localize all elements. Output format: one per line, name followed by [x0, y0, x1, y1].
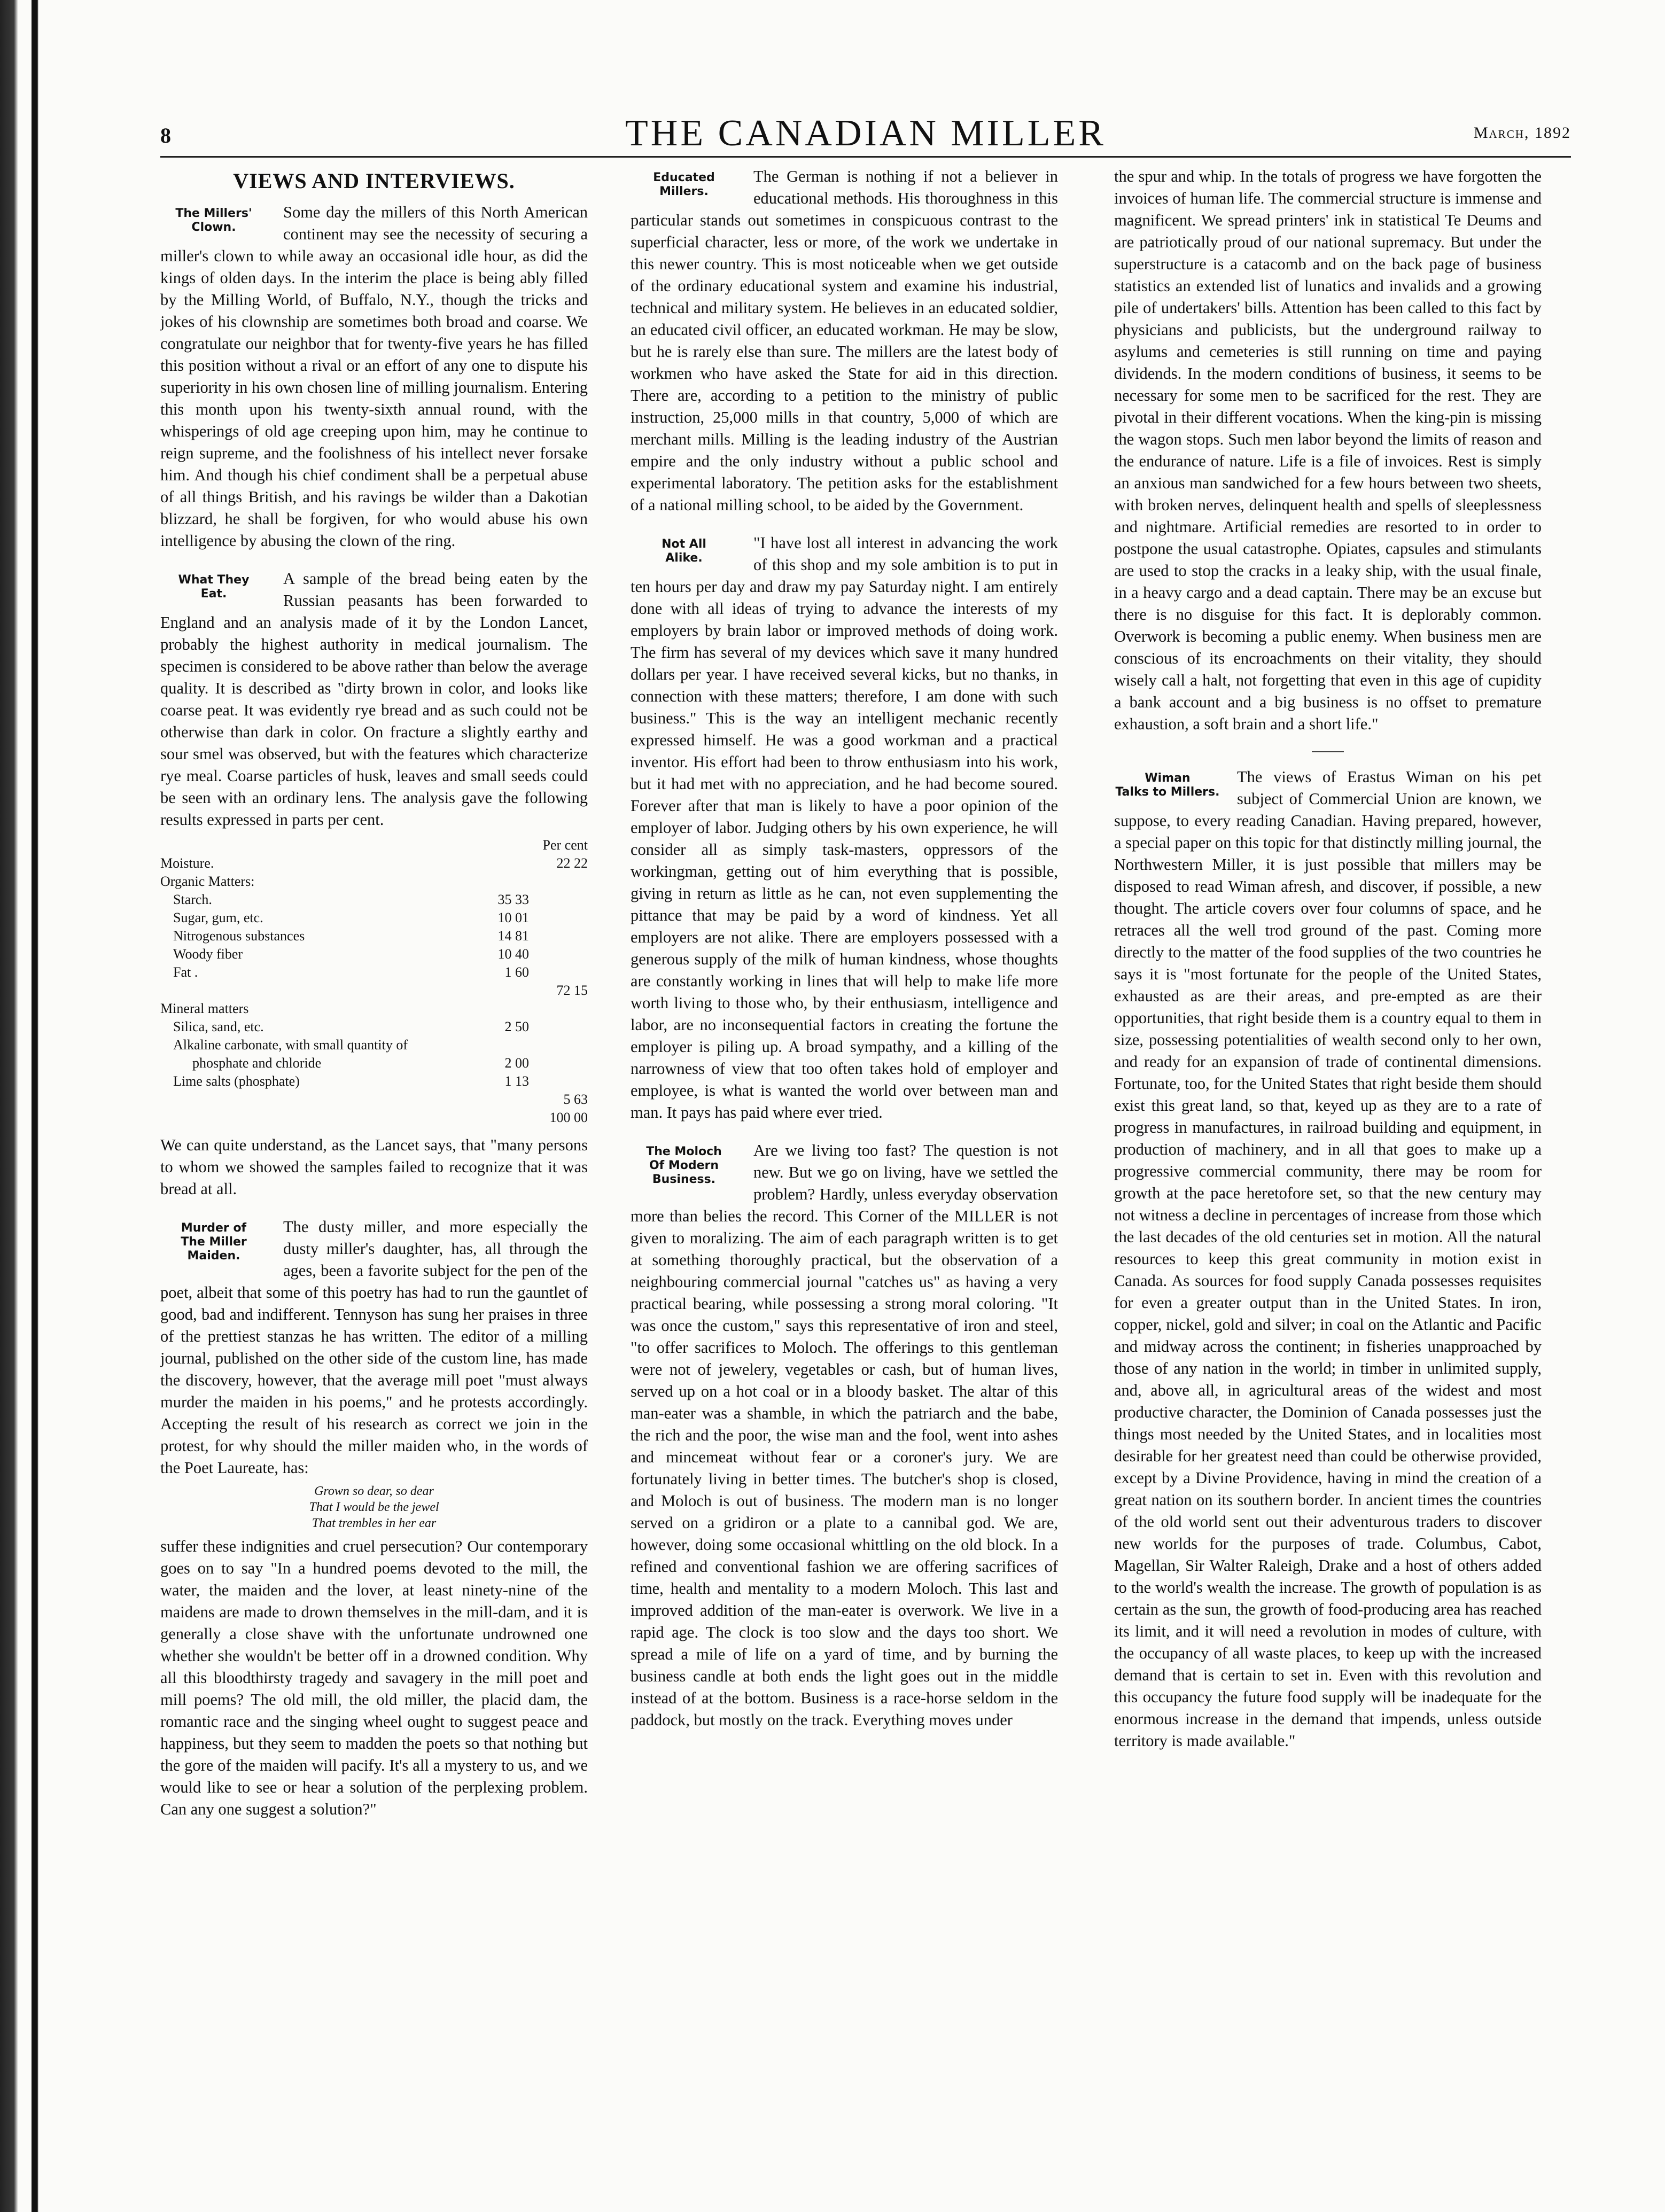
- table-row: [160, 963, 588, 982]
- side-heading: What They Eat.: [178, 573, 250, 601]
- article-murder-of-miller-maiden: [160, 1216, 588, 1820]
- table-row: [160, 1036, 588, 1054]
- table-row: [160, 873, 588, 891]
- side-heading: The Moloch Of Modern Business.: [646, 1145, 722, 1186]
- table-row: [160, 927, 588, 945]
- poem-quote: Grown so dear, so dear That I would be the jewel That trembles in her ear: [309, 1484, 439, 1530]
- side-heading: Wiman Talks to Millers.: [1115, 772, 1220, 799]
- row-label: Sugar, gum, etc.: [173, 910, 263, 925]
- row-label: phosphate and chloride: [192, 1055, 322, 1071]
- row-label: Moisture.: [160, 855, 214, 871]
- row-value: [465, 1109, 529, 1127]
- table-row: [160, 891, 588, 909]
- row-value: [465, 1000, 529, 1018]
- row-label: Nitrogenous substances: [173, 928, 305, 944]
- table-header-per-cent: Per cent: [542, 837, 588, 853]
- side-heading: The Millers' Clown.: [175, 207, 252, 234]
- row-total: 72 15: [556, 983, 588, 998]
- article-body: The dusty miller, and more especially the dusty miller's daughter, has, all through the ages, been a favorite subject for the pen of the poet, albeit that some of this poetry has had to run the gauntlet of good, bad and indifferent. Tennyson has sung her praises in three of the prettiest stanzas he has written. The editor of a milling journal, published on the other side of the custom line, has made the discovery, however, that the average mill poet "must always murder the maiden in his poems," and he protests accordingly. Accepting the result of his research as correct we join in the protest, for why should the miller maiden who, in the words of the Poet Laureate, has:: [160, 1218, 588, 1477]
- article-body: The views of Erastus Wiman on his pet subject of Commercial Union are known, we suppose, to every reading Canadian. Having prepared, however, a special paper on this topic for that distinctly milling journal, the Northwestern Miller, it is just possible that millers may be disposed to read Wiman afresh, and discover, if possible, a new thought. The article covers over four columns of space, and he retraces all the well trod ground of the past. Coming more directly to the matter of the food supplies of the two countries he says it is "most fortunate for the people of the United States, exhausted as are their areas, and pre-empted as are their opportunities, that right beside them is a country equal to them in size, possessing potentialities of wealth second only to her own, and ready for an expansion of trade of continental dimensions. Fortunate, too, for the United States that right beside them should exist this great land, so that, keyed up as they are to a rate of progress in manufactures, in railroad building and equipment, in production of machinery, and in all that goes to make up a progressive commercial community, there may be room for growth at the pace heretofore set, so that the new century may not witness a decline in percentages of increase from those which the last decades of the old centuries set in motion. All the natural resources to keep this great community in motion exist in Canada. As sources for food supply Canada possesses requisites for even a greater output than in the United States. In iron, copper, nickel, gold and silver; in coal on the Atlantic and Pacific and midway across the continent; in fisheries unapproached by those of any nation in the world; in timber in unlimited supply, and, above all, in agricultural areas of the widest and most productive character, the Dominion of Canada possesses just the things most needed by the United States, and in localities most desirable for her greatest need than could be otherwise provided, except by a Divine Providence, having in mind the creation of a great nation on its southern border. In ancient times the countries of the old world sent out their adventurous traders to discover new worlds for the purposes of trade. Columbus, Cabot, Magellan, Sir Walter Raleigh, Drake and a host of others added to the world's wealth the increase. The growth of population is as certain as the sun, the growth of food-producing area has reached its limit, and it will need a revolution in modes of culture, with the occupancy of all waste places, to keep up with the increased demand that is certain to set in. Even with this revolution and this occupancy the future food supply will be inadequate for the enormous increase in the demand that impends, unless outside territory is made available.": [1114, 768, 1542, 1750]
- column-3: [1114, 166, 1542, 1768]
- article-wiman-talks: [1114, 766, 1542, 1752]
- row-label: Organic Matters:: [160, 874, 255, 889]
- table-row: [160, 945, 588, 963]
- row-value: 2 50: [504, 1019, 529, 1034]
- table-row: [160, 1072, 588, 1091]
- article-moloch-continued: [1114, 166, 1542, 735]
- row-value: 14 81: [497, 928, 529, 944]
- row-value: [465, 1036, 529, 1054]
- article-body: the spur and whip. In the totals of progress we have forgotten the invoices of human life. The commercial structure is immense and magnificent. We spread printers' ink in statistical Te Deums and are patriotically proud of our national supremacy. But under the superstructure is a catacomb and on the back page of business statistics an extended list of lunatics and invalids and a growing pile of undertakers' bills. Attention has been called to this fact by physicians and publicists, but the underground railway to asylums and cemeteries is still running on time and paying dividends. In the modern conditions of business, it seems to be necessary for some men to be sacrificed for the rest. They are pivotal in their different vocations. When the king-pin is missing the wagon stops. Such men labor beyond the limits of reason and the endurance of nature. Life is a file of invoices. Rest is simply an anxious man sandwiched for a few hours between two sheets, with broken nerves, delinquent health and spells of sleeplessness and nightmare. Artificial remedies are resorted to in order to postpone the usual catastrophe. Opiates, capsules and stimulants are used to stop the cracks in a leaky ship, with the usual finale, in a heavy cargo and a dead captain. There may be an excuse but there is no disguise for this fact. It is deplorably common. Overwork is becoming a public enemy. When business men are conscious of its encroachments on their vitality, they should wisely call a halt, not forgetting that even in this age of cupidity a bank account and a big business is no offset to premature exhaustion, a soft brain and a short life.": [1114, 167, 1542, 733]
- row-label: Starch.: [173, 892, 212, 907]
- issue-date: March, 1892: [1473, 124, 1571, 142]
- table-row: [160, 1018, 588, 1036]
- side-heading: Not All Alike.: [662, 538, 706, 565]
- row-label: [160, 982, 465, 1000]
- row-value: 10 40: [497, 946, 529, 962]
- table-row: [160, 909, 588, 927]
- table-row: [160, 1054, 588, 1072]
- table-row: [160, 1109, 588, 1127]
- row-label: [160, 1091, 465, 1109]
- row-total: [529, 945, 588, 963]
- side-heading: Educated Millers.: [653, 171, 715, 198]
- article-body-after: suffer these indignities and cruel persecution? Our contemporary goes on to say "In a hundred poems devoted to the mill, the water, the maiden and the lover, at least ninety-nine of the maidens are made to drown themselves in the mill-dam, and it is generally a close shave with the unfortunate undrowned one whether she wouldn't be better off in a drowned condition. Why all this bloodthirsty tragedy and savagery in the mill poet and mill poems? The old mill, the old miller, the placid dam, the romantic race and the singing wheel ought to suggest peace and happiness, but they seem to madden the poets so that nothing but the gore of the maiden will pacify. It's all a mystery to us, and we would like to see or hear a solution of the perplexing problem. Can any one suggest a solution?": [160, 1537, 588, 1818]
- page-header: [160, 112, 1571, 155]
- table-row: [160, 982, 588, 1000]
- row-label: Woody fiber: [173, 946, 243, 962]
- side-heading: Murder of The Miller Maiden.: [181, 1221, 247, 1263]
- table-row: [160, 854, 588, 873]
- section-divider: [1312, 751, 1344, 752]
- row-total: 5 63: [563, 1092, 588, 1107]
- row-value: 1 13: [504, 1073, 529, 1089]
- article-educated-millers: [631, 166, 1058, 516]
- row-total: [529, 927, 588, 945]
- row-total: [529, 909, 588, 927]
- row-label: Mineral matters: [160, 1001, 249, 1016]
- column-1: [160, 166, 588, 1836]
- article-not-all-alike: [631, 532, 1058, 1124]
- article-what-they-eat: [160, 568, 588, 1200]
- row-label: Alkaline carbonate, with small quantity of: [173, 1037, 408, 1053]
- header-rule: [160, 156, 1571, 158]
- row-label: Fat .: [173, 964, 198, 980]
- page-number: 8: [160, 123, 171, 147]
- row-total: [529, 1018, 588, 1036]
- row-total: 100 00: [549, 1110, 588, 1125]
- row-total: [529, 963, 588, 982]
- article-body: "I have lost all interest in advancing the work of this shop and my sole ambition is to put in ten hours per day and draw my pay Saturday night. I am entirely done with all ideas of trying to advance the interests of my employers by brain labor or improved methods of doing work. The firm has several of my devices which save it many hundred dollars per year. I have received several kicks, but no thanks, in connection with these matters; therefore, I am done with such business." This is the way an intelligent mechanic recently expressed himself. He was a good workman and a practical inventor. His effort had been to throw enthusiasm into his work, but it had met with no appreciation, and he had become soured. Forever after that man is likely to have a poor opinion of the employer of labor. Judging others by his own experience, he will consider all as simply task-masters, oppressors of the workingman, getting out of him everything that is possible, giving in return as little as he can, not even supplementing the pittance that may be paid by a word of kindness. Yet all employers are not alike. There are employers possessed with a generous supply of the milk of human kindness, whose thoughts are constantly working in lines that will help to make life more worth living to those who, by their enthusiasm, intelligence and labor, are no inconsequential factors in creating the fortune the employer is piling up. A broad sympathy, and a killing of the narrowness of view that too often takes hold of employer and employee, is what is wanted the world over between man and man. It pays has paid where ever tried.: [631, 534, 1058, 1121]
- row-total: [529, 891, 588, 909]
- article-body: Are we living too fast? The question is not new. But we go on living, have we settled the problem? Hardly, unless everyday observation more than belies the record. This Corner of the MILLER is not given to moralizing. The aim of each paragraph written is to get at something thoroughly practical, but the observation of a neighbouring commercial journal "catches us" as having a very practical bearing, while possessing a strong moral coloring. "It was once the custom," says this representative of iron and steel, "to offer sacrifices to Moloch. The offerings to this gentleman were not of jewelery, vegetables or cash, but of human lives, served up on a hot coal or in a bloody basket. The altar of this man-eater was a shamble, in which the patriarch and the babe, the rich and the poor, the wise man and the fool, went into ashes and mincemeat without fear or a coroner's jury. We are fortunately living in better times. The butcher's shop is closed, and Moloch is out of business. The modern man is no longer served on a gridiron or a plate to a cannibal god. We are, however, doing some occasional whittling on the old block. In a refined and conventional fashion we are offering sacrifices of time, health and mentality to a modern Moloch. This last and improved addition of the man-eater is overwork. We live in a rapid age. The clock is too slow and the days too short. We spread a mile of life on a yard of time, and by burning the business candle at both ends the light goes out in the middle instead of at the bottom. Business is a race-horse seldom in the paddock, but mostly on the track. Everything moves under: [631, 1141, 1058, 1729]
- row-label: [160, 1109, 465, 1127]
- row-value: [465, 873, 529, 891]
- row-label: Lime salts (phosphate): [173, 1073, 300, 1089]
- row-value: 10 01: [497, 910, 529, 925]
- article-moloch-modern-business: [631, 1140, 1058, 1731]
- article-millers-clown: [160, 201, 588, 552]
- binding-margin: [0, 0, 64, 2212]
- row-value: [465, 982, 529, 1000]
- row-value: 2 00: [504, 1055, 529, 1071]
- row-total: [529, 1054, 588, 1072]
- masthead-title: THE CANADIAN MILLER: [625, 113, 1106, 154]
- row-total: [529, 1000, 588, 1018]
- article-body: Some day the millers of this North American continent may see the necessity of securing a miller's clown to while away an occasional idle hour, as did the kings of olden days. In the interim the place is being ably filled by the Milling World, of Buffalo, N.Y., though the tricks and jokes of his clownship are sometimes both broad and coarse. We congratulate our neighbor that for twenty-five years he has filled this position without a rival or an effort of any one to dispute his superiority in his own chosen line of milling journalism. Entering this month upon his twenty-sixth annual round, with the whisperings of old age creeping upon him, may he continue to reign supreme, and the foolishness of his intellect never forsake him. And though his chief condiment shall be a perpetual abuse of all things British, and his ravings be wilder than a Dakotian blizzard, he shall be forgiven, for who would abuse his own intelligence by abusing the clown of the ring.: [160, 203, 588, 550]
- article-body: The German is nothing if not a believer in educational methods. His thoroughness in this particular stands out sometimes in conspicuous contrast to the superficial character, less or more, of the work we undertake in this newer country. This is most noticeable when we get outside of the ordinary educational system and examine his industrial, technical and military system. He believes in an educated soldier, an educated civil officer, an educated workman. He may be slow, but he is rarely else than sure. The millers are the latest body of workmen who have asked the State for aid in this direction. There are, according to a petition to the ministry of public instruction, 25,000 mills in that country, 5,000 of which are merchant mills. Milling is the leading industry of the Austrian empire and the only industry without a public school and experimental laboratory. The petition asks for the establishment of a national milling school, to be aided by the Government.: [631, 167, 1058, 514]
- row-total: [529, 1072, 588, 1091]
- row-value: [465, 1091, 529, 1109]
- row-label: Silica, sand, etc.: [173, 1019, 264, 1034]
- row-total: [529, 873, 588, 891]
- article-body-after: We can quite understand, as the Lancet says, that "many persons to whom we showed the samples failed to recognize that it was bread at all.: [160, 1136, 588, 1198]
- row-value: 35 33: [497, 892, 529, 907]
- row-value: [465, 854, 529, 873]
- section-title: VIEWS AND INTERVIEWS.: [233, 169, 515, 193]
- row-total: [529, 1036, 588, 1054]
- row-value: 1 60: [504, 964, 529, 980]
- article-body: A sample of the bread being eaten by the Russian peasants has been forwarded to England and an analysis made of it by the London Lancet, probably the highest authority in medical journalism. The specimen is considered to be above rather than below the average quality. It is described as "dirty brown in color, and looks like coarse peat. It was evidently rye bread and as such could not be otherwise than dark in color. On fracture a slightly earthy and sour smel was observed, but with the features which characterize rye meal. Coarse particles of husk, leaves and small seeds could be seen with an ordinary lens. The analysis gave the following results expressed in parts per cent.: [160, 570, 588, 829]
- table-row: [160, 1091, 588, 1109]
- column-2: [631, 166, 1058, 1747]
- table-row: [160, 1000, 588, 1018]
- analysis-table: [160, 836, 588, 1127]
- row-total: 22 22: [556, 855, 588, 871]
